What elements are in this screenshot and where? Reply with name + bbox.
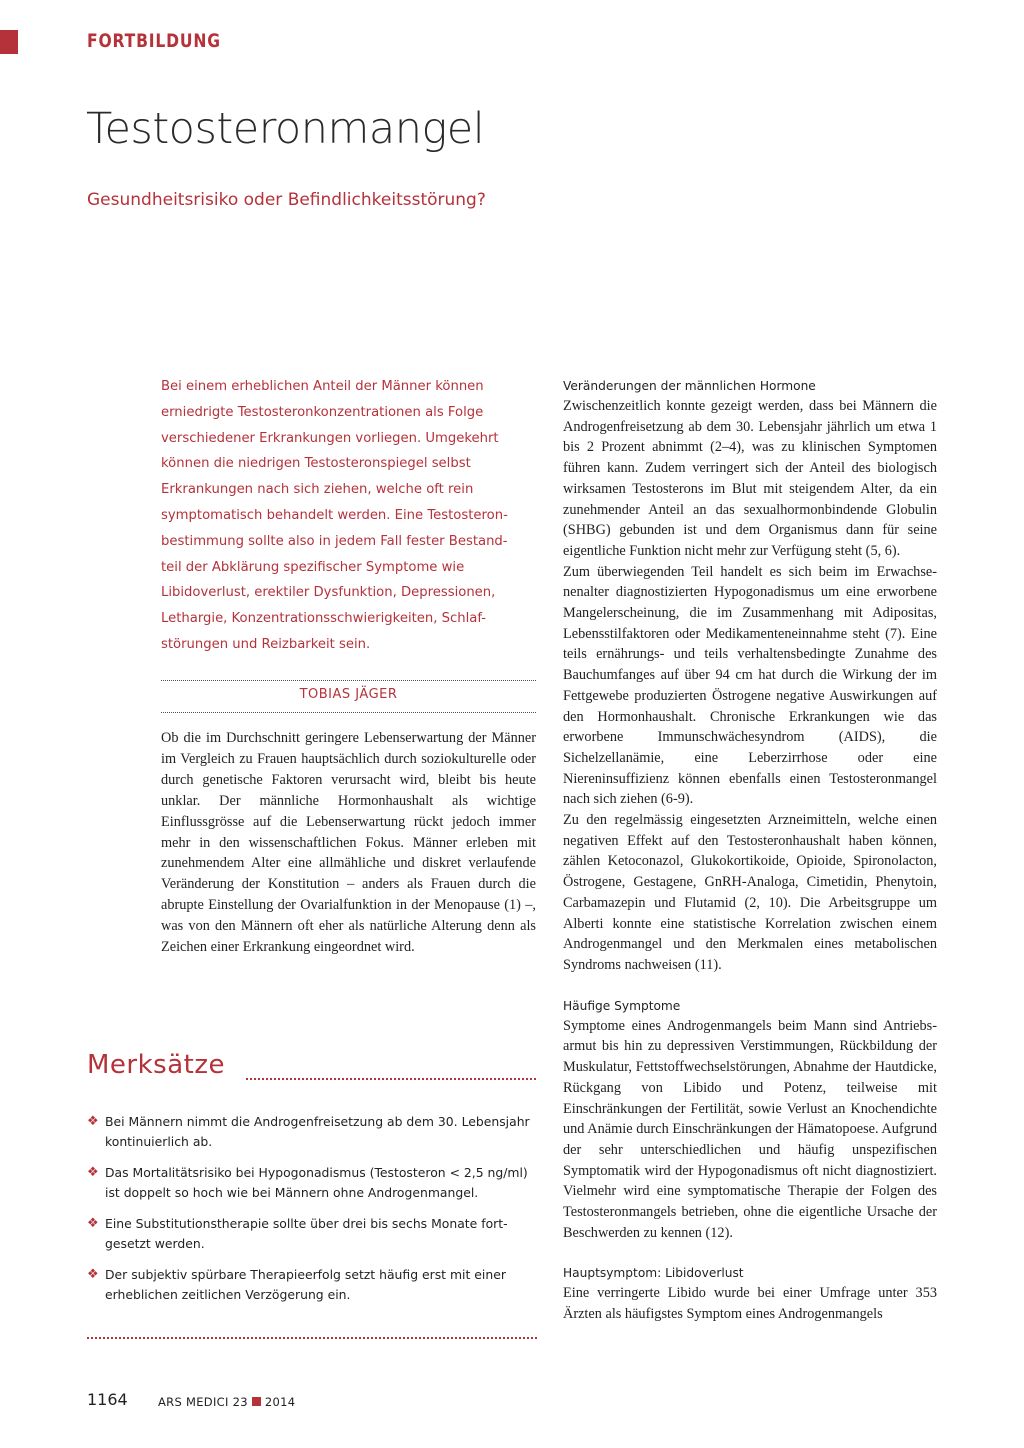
- merksatz-text: Eine Substitutionstherapie sollte über drei bis sechs Monate fortgesetzt werden.: [105, 1216, 508, 1251]
- page-number: 1164: [87, 1390, 128, 1409]
- intro-paragraph: Ob die im Durchschnitt geringere Lebenserwartung der Männer im Vergleich zu Frauen hauptsächlich durch soziokulturelle oder durch genetische Faktoren verursacht wird, bleibt bis heute unklar. Der männliche Hormonhaushalt als wichtige Einflussgrösse auf die Lebenserwartung rückt jedoch immer mehr in den wissenschaftlichen Fokus. Männer erleben mit zunehmendem Alter eine allmähliche und diskret verlaufende Veränderung der Konstitution – anders als Frauen durch die abrupte Einstellung der Ovarialfunktion in der Menopause (1) –, was von den Männern oft eher als natürliche Alterung denn als Zeichen einer Erkrankung eingeordnet wird.: [161, 730, 536, 956]
- merksatz-text: Das Mortalitätsrisiko bei Hypogonadismus (Testosteron < 2,5 ng/ml) ist doppelt so hoch wie bei Männern ohne Androgenmangel.: [105, 1165, 528, 1200]
- journal-year: 2014: [264, 1395, 296, 1409]
- square-separator-icon: [252, 1397, 261, 1406]
- merksatz-text: Der subjektiv spürbare Therapieerfolg setzt häufig erst mit einer erheblichen zeitlichen Verzögerung ein.: [105, 1267, 506, 1302]
- author-divider-bottom: [161, 712, 536, 713]
- body-paragraph: Symptome eines Androgenmangels beim Mann sind Antriebsarmut bis hin zu depressiven Verstimmungen, Rückbildung der Muskulatur, Fettstoffwechselstörungen, Abnahme der Hautdicke, Rückgang von Libido und Potenz, teilweise mit Einschränkungen der Fertilität, sowie Verlust an Knochendichte und Anämie durch Einschränkungen der Hämatopoese. Aufgrund der sehr unterschiedlichen und häufig unspezifischen Symptomatik wird der Hypogonadismus oft nicht diagnostiziert. Vielmehr wird eine symptomatische Therapie der Folgen des Testosteronmangels betrieben, ohne die eigentliche Ursache der Beschwerden zu kennen (12).: [563, 1017, 937, 1241]
- body-paragraph: Zum überwiegenden Teil handelt es sich beim im Erwachsenenalter diagnostizierten Hypogonadismus um eine erworbene Mangelerscheinung, die im Zusammenhang mit Adipositas, Lebensstilfaktoren oder Medikamenteneinnahme steht (7). Eine teils ernährungs- und teils verhaltensbedingte Zunahme des Bauchumfanges auf über 94 cm hat durch die Wirkung der im Fettgewebe produzierten Östrogene negative Auswirkungen auf den Hormonhaushalt. Chronische Erkrankungen wie das erworbene Immunschwächesyndrom (AIDS), die Sichelzellanämie, eine Leberzirrhose oder eine Niereninsuffizienz können ebenfalls einen Testosteronmangel nach sich ziehen (6-9).: [563, 563, 937, 808]
- diamond-bullet-icon: ❖: [87, 1216, 99, 1231]
- body-paragraph: Zwischenzeitlich konnte gezeigt werden, dass bei Männern die Androgenfreisetzung ab dem 30. Lebensjahr jährlich um etwa 1 bis 2 Prozent abnimmt (2–4), was zu klinischen Symptomen führen kann. Zudem verringert sich der Anteil des biologisch wirksamen Testosterons im Blut mit steigendem Alter, da ein zunehmender Anteil an das sexualhormonbindende Globulin (SHBG) gebunden ist und dem Organismus dann für seine eigentliche Funktion nicht mehr zur Verfügung steht (5, 6).: [563, 398, 937, 559]
- lead-line: teil der Abklärung spezifischer Symptome wie: [161, 559, 465, 575]
- journal-issue: ARS MEDICI 23: [158, 1395, 248, 1409]
- lead-line: können die niedrigen Testosteronspiegel selbst: [161, 456, 471, 472]
- merksaetze-bottom-rule: [87, 1337, 537, 1339]
- footer-journal: [158, 1395, 295, 1409]
- diamond-bullet-icon: ❖: [87, 1114, 99, 1129]
- lead-line: verschiedener Erkrankungen vorliegen. Umgekehrt: [161, 430, 499, 446]
- merksaetze-title-rule: [246, 1078, 536, 1080]
- right-column: [563, 376, 937, 1325]
- merksatz-item: [87, 1112, 537, 1152]
- lead-line: symptomatisch behandelt werden. Eine Testosteron-: [161, 507, 508, 523]
- lead-line: Lethargie, Konzentrationsschwierigkeiten, Schlaf-: [161, 611, 487, 627]
- body-paragraph: Eine verringerte Libido wurde bei einer Umfrage unter 353 Ärzten als häufigstes Symptom eines Androgenmangels: [563, 1285, 937, 1323]
- lead-line: erniedrigte Testosteronkonzentrationen als Folge: [161, 404, 484, 420]
- body-paragraph: Zu den regelmässig eingesetzten Arzneimitteln, welche einen negativen Effekt auf den Testosteronhaushalt haben können, zählen Ketoconazol, Glukokortikoide, Opioide, Spironolacton, Östrogene, Gestagene, GnRH-Analoga, Cimetidin, Phenytoin, Carbamazepin und Flutamid (2, 10). Die Arbeitsgruppe um Alberti konnte eine statistische Korrelation zwischen einem Androgenmangel und den Merkmalen eines metabolischen Syndroms nachweisen (11).: [563, 812, 937, 973]
- merksaetze-title: Merksätze: [87, 1050, 225, 1080]
- section-label: FORTBILDUNG: [87, 30, 221, 52]
- lead-paragraph: [161, 374, 541, 658]
- diamond-bullet-icon: ❖: [87, 1165, 99, 1180]
- section-marker: [0, 30, 18, 54]
- section-heading: Häufige Symptome: [563, 998, 681, 1013]
- section-heading: Hauptsymptom: Libidoverlust: [563, 1266, 744, 1281]
- article-subtitle: Gesundheitsrisiko oder Befindlichkeitsstörung?: [87, 190, 486, 210]
- lead-line: störungen und Reizbarkeit sein.: [161, 636, 371, 652]
- lead-line: bestimmung sollte also in jedem Fall fester Bestand-: [161, 533, 508, 549]
- merksaetze-list: [87, 1112, 537, 1316]
- author-divider-top: [161, 680, 536, 681]
- article-title: Testosteronmangel: [86, 104, 485, 154]
- merksatz-item: [87, 1163, 537, 1203]
- lead-line: Bei einem erheblichen Anteil der Männer können: [161, 379, 484, 394]
- merksatz-item: [87, 1214, 537, 1254]
- lead-line: Erkrankungen nach sich ziehen, welche oft rein: [161, 482, 474, 498]
- section-heading: Veränderungen der männlichen Hormone: [563, 379, 816, 393]
- diamond-bullet-icon: ❖: [87, 1267, 99, 1282]
- lead-line: Libidoverlust, erektiler Dysfunktion, Depressionen,: [161, 585, 496, 601]
- author-name: TOBIAS JÄGER: [299, 687, 398, 702]
- merksatz-text: Bei Männern nimmt die Androgenfreisetzung ab dem 30. Lebensjahr kontinuierlich ab.: [105, 1114, 530, 1149]
- merksatz-item: [87, 1265, 537, 1305]
